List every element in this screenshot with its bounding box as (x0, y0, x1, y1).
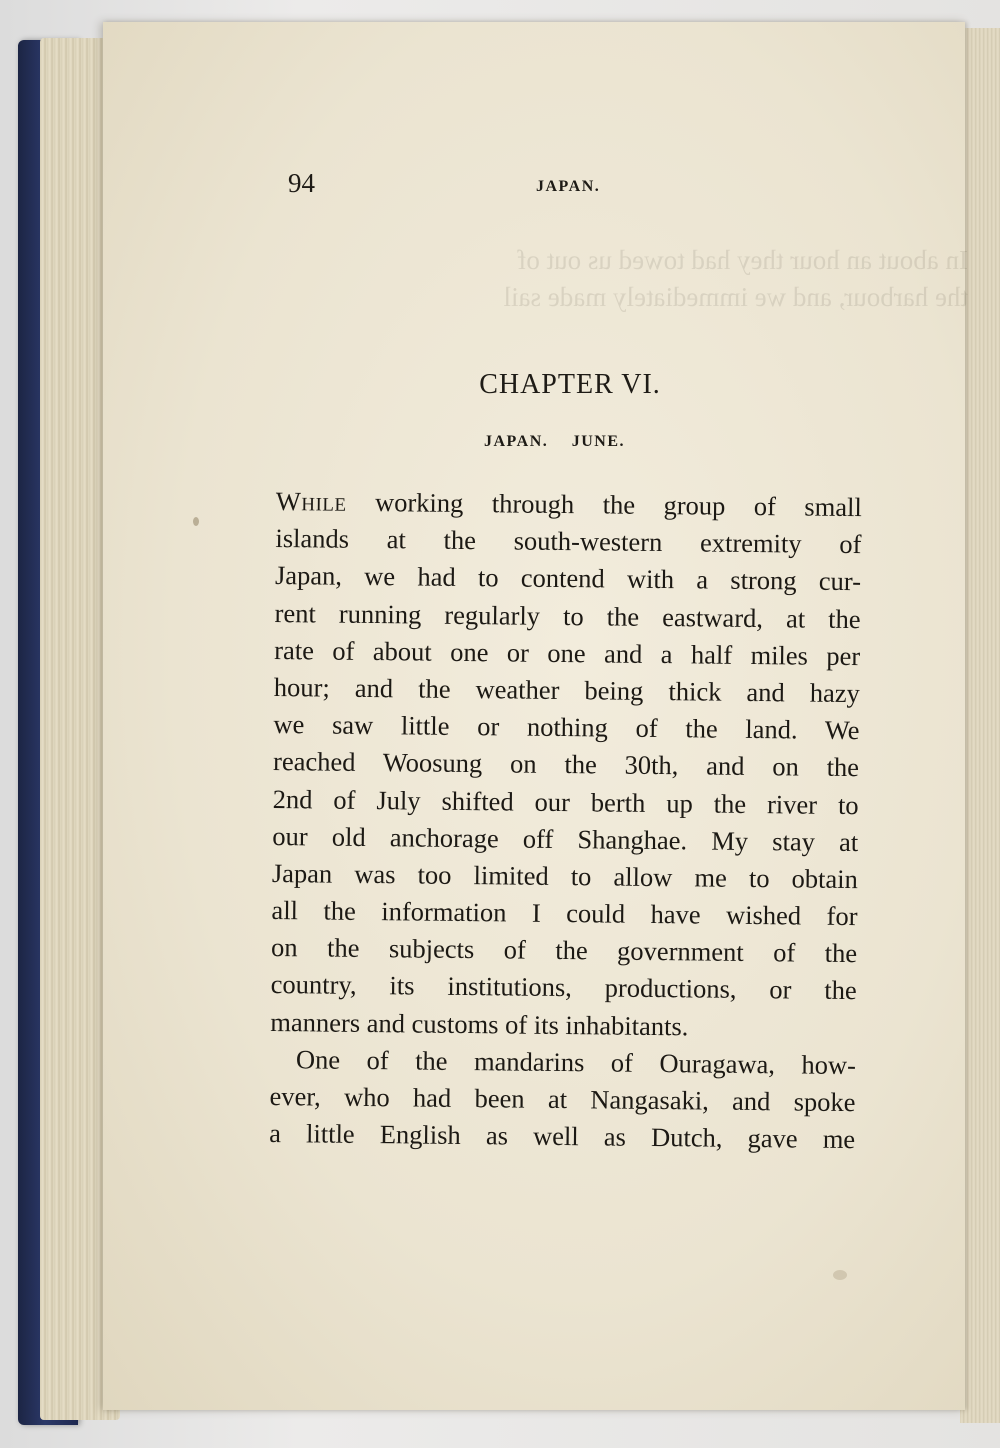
text-line: a little English as well as Dutch, gave me (269, 1118, 856, 1155)
page-header (0, 168, 1000, 208)
paper-speck (193, 517, 199, 526)
text-line: manners and customs of its inhabitants. (270, 1006, 689, 1041)
text-line: One of the mandarins of Ouragawa, how- (295, 1044, 857, 1080)
page-number: 94 (288, 168, 315, 198)
text-line: all the information I could have wished for (271, 895, 858, 932)
text-line: 2nd of July shifted our berth up the river to (272, 783, 859, 820)
lead-word: While (275, 485, 347, 517)
text-line: While working through the group of small (275, 485, 862, 523)
text-line: hour; and the weather being thick and hazy (273, 671, 860, 709)
running-head: JAPAN. (536, 178, 601, 195)
text-line: on the subjects of the government of the (270, 932, 858, 969)
chapter-title: CHAPTER VI. (479, 369, 661, 400)
paper-speck (833, 1270, 847, 1280)
show-through-text: In about an hour they had towed us out of the harbour, and we immediately made sail (503, 245, 968, 312)
text-line: our old anchorage off Shanghae. My stay at (272, 820, 859, 857)
text-line: islands at the south-western extremity of (275, 523, 862, 560)
text-line: Japan was too limited to allow me to obtain (271, 857, 859, 894)
body-text (269, 483, 862, 1158)
text-line: reached Woosung on the 30th, and on the (272, 746, 860, 783)
text-line: we saw little or nothing of the land. We (273, 709, 860, 746)
chapter-subtitle: JAPAN. JUNE. (484, 433, 626, 450)
text-line: country, its institutions, productions, or the (270, 969, 857, 1006)
text-line: Japan, we had to contend with a strong cur- (274, 560, 862, 597)
text-line: ever, who had been at Nangasaki, and spoke (269, 1080, 856, 1118)
text-line: rate of about one or one and a half miles per (274, 634, 861, 671)
text-line: rent running regularly to the eastward, at the (274, 597, 861, 634)
